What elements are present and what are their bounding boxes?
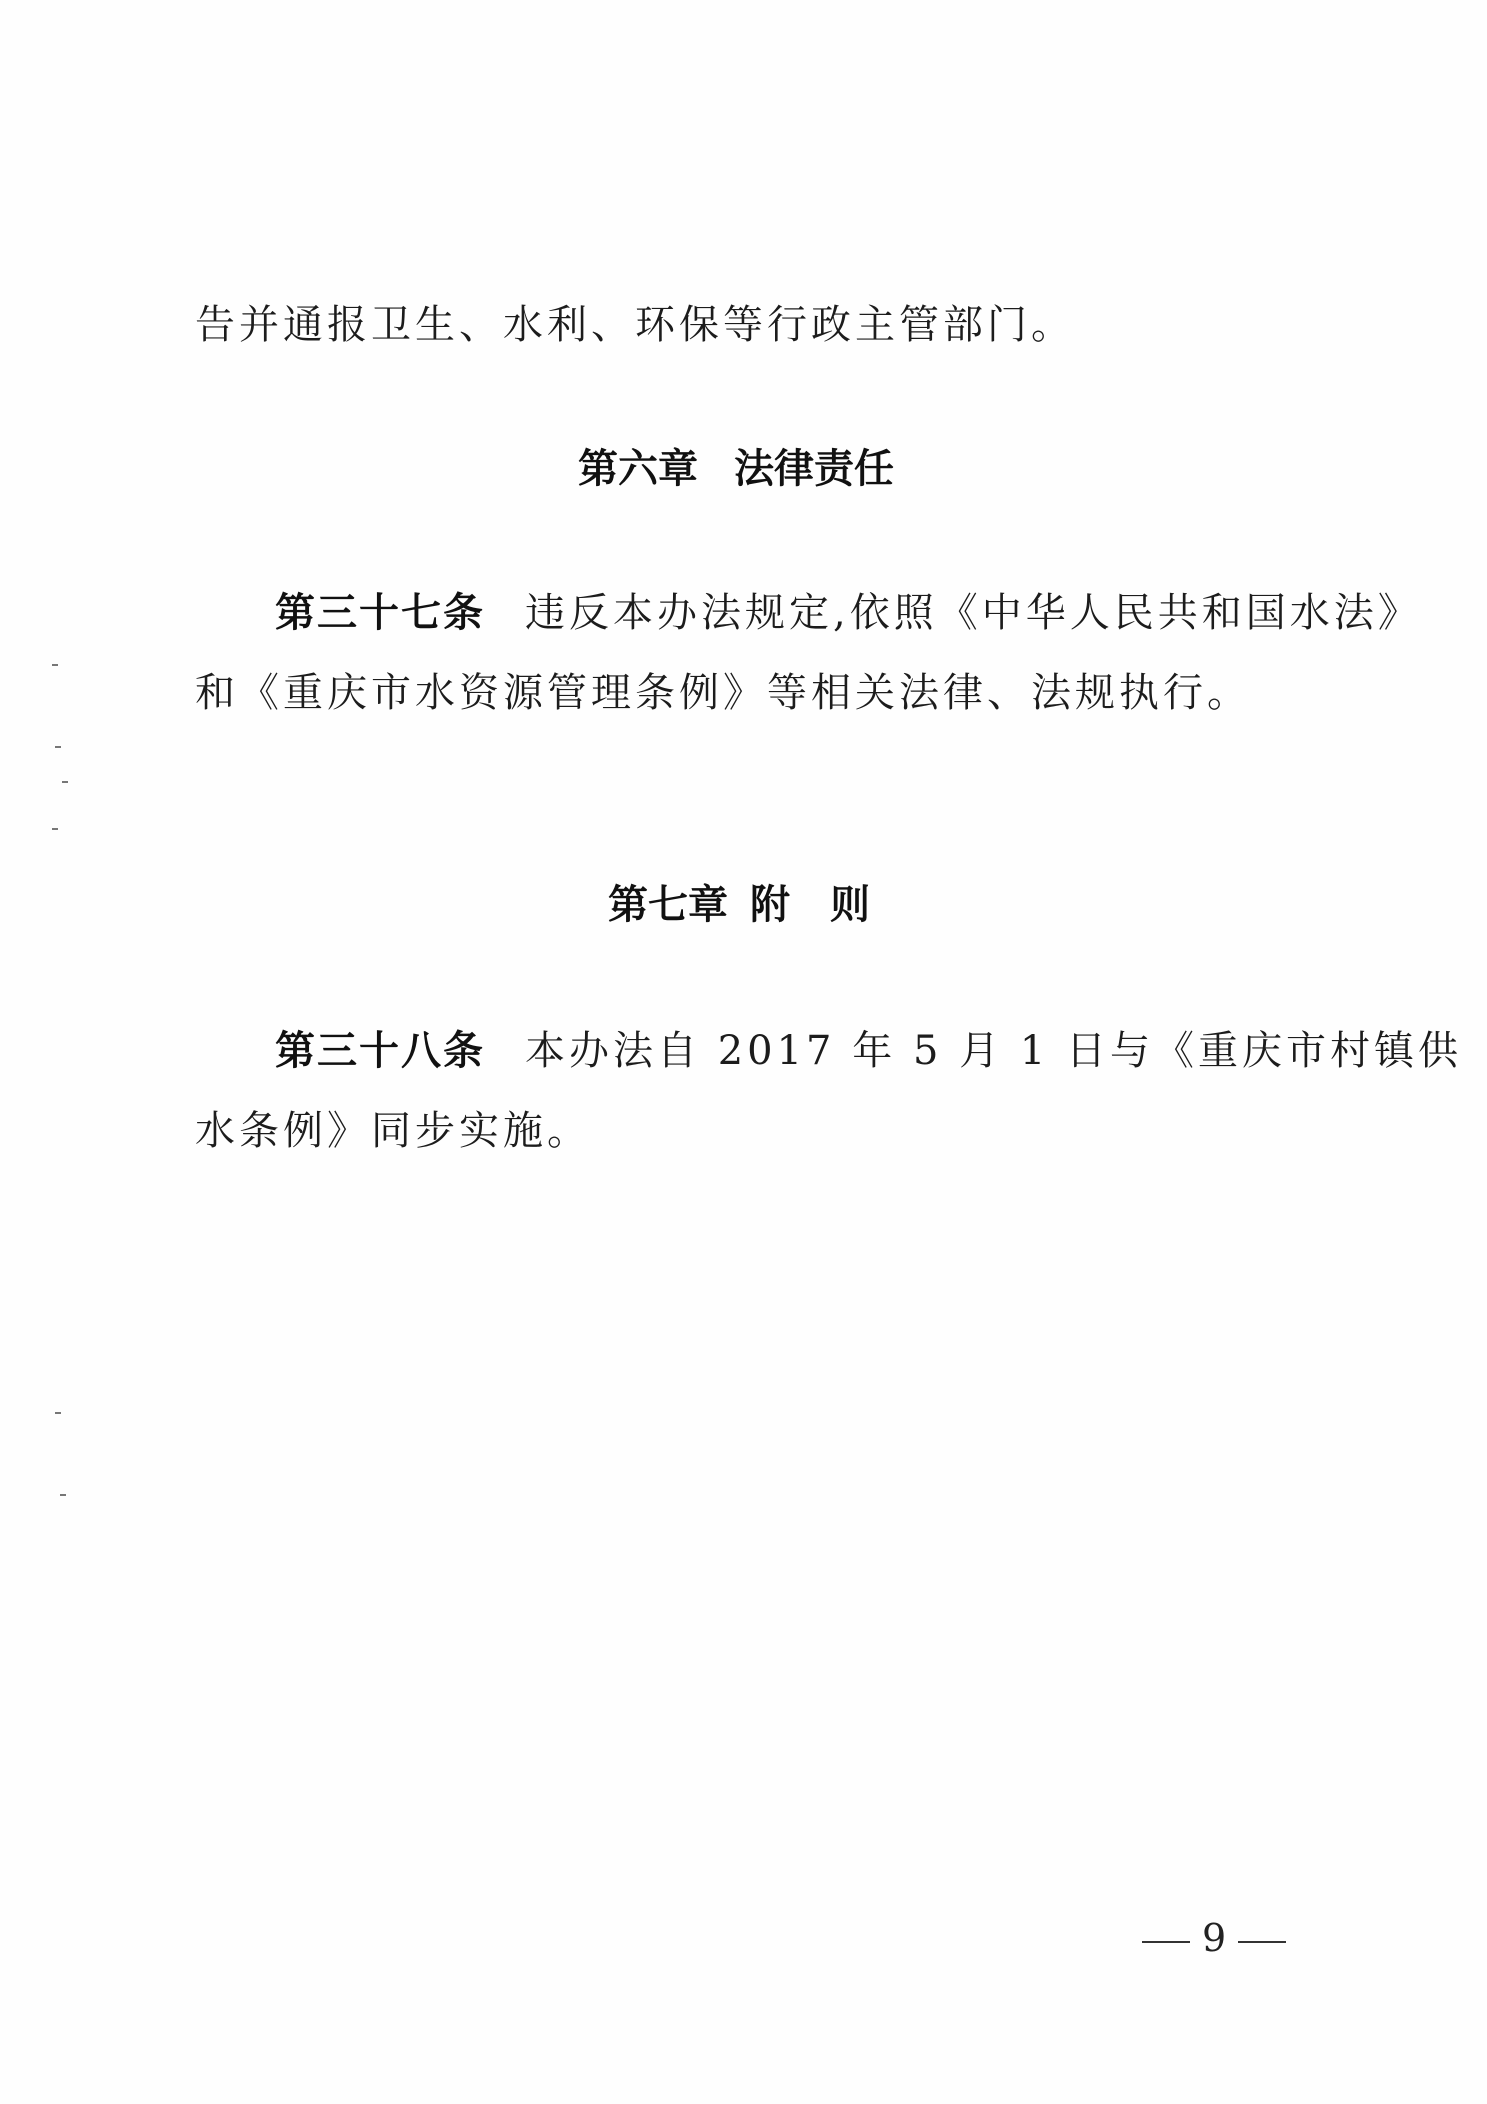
article-37-number: 第三十七条	[275, 590, 485, 636]
article-38-line-1	[275, 1026, 1462, 1076]
article-38-text-1: 本办法自 2017 年 5 月 1 日与《重庆市村镇供	[525, 1028, 1462, 1074]
page-number-right-dash	[1238, 1941, 1286, 1943]
scan-speck	[55, 746, 61, 748]
chapter-7-number: 第七章	[608, 882, 728, 928]
page-number	[1130, 1915, 1298, 1961]
article-38-number: 第三十八条	[275, 1028, 485, 1074]
continuation-line: 告并通报卫生、水利、环保等行政主管部门。	[195, 302, 1075, 348]
scan-speck	[62, 781, 68, 783]
page-number-value: 9	[1202, 1916, 1227, 1960]
scan-speck	[55, 1412, 61, 1414]
page-number-left-dash	[1142, 1941, 1190, 1943]
scan-speck	[52, 828, 58, 830]
chapter-6-number: 第六章	[578, 446, 698, 492]
scan-speck	[60, 1494, 66, 1496]
chapter-6-title: 法律责任	[734, 446, 894, 492]
article-37-line-1	[275, 588, 1422, 638]
chapter-6-heading	[578, 444, 894, 494]
chapter-7-heading	[608, 880, 870, 930]
article-37-text-1: 违反本办法规定,依照《中华人民共和国水法》	[525, 590, 1422, 636]
chapter-7-title: 附 则	[750, 882, 870, 928]
article-37-line-2: 和《重庆市水资源管理条例》等相关法律、法规执行。	[195, 670, 1251, 716]
scan-speck	[52, 664, 58, 666]
article-38-line-2: 水条例》同步实施。	[195, 1108, 591, 1154]
